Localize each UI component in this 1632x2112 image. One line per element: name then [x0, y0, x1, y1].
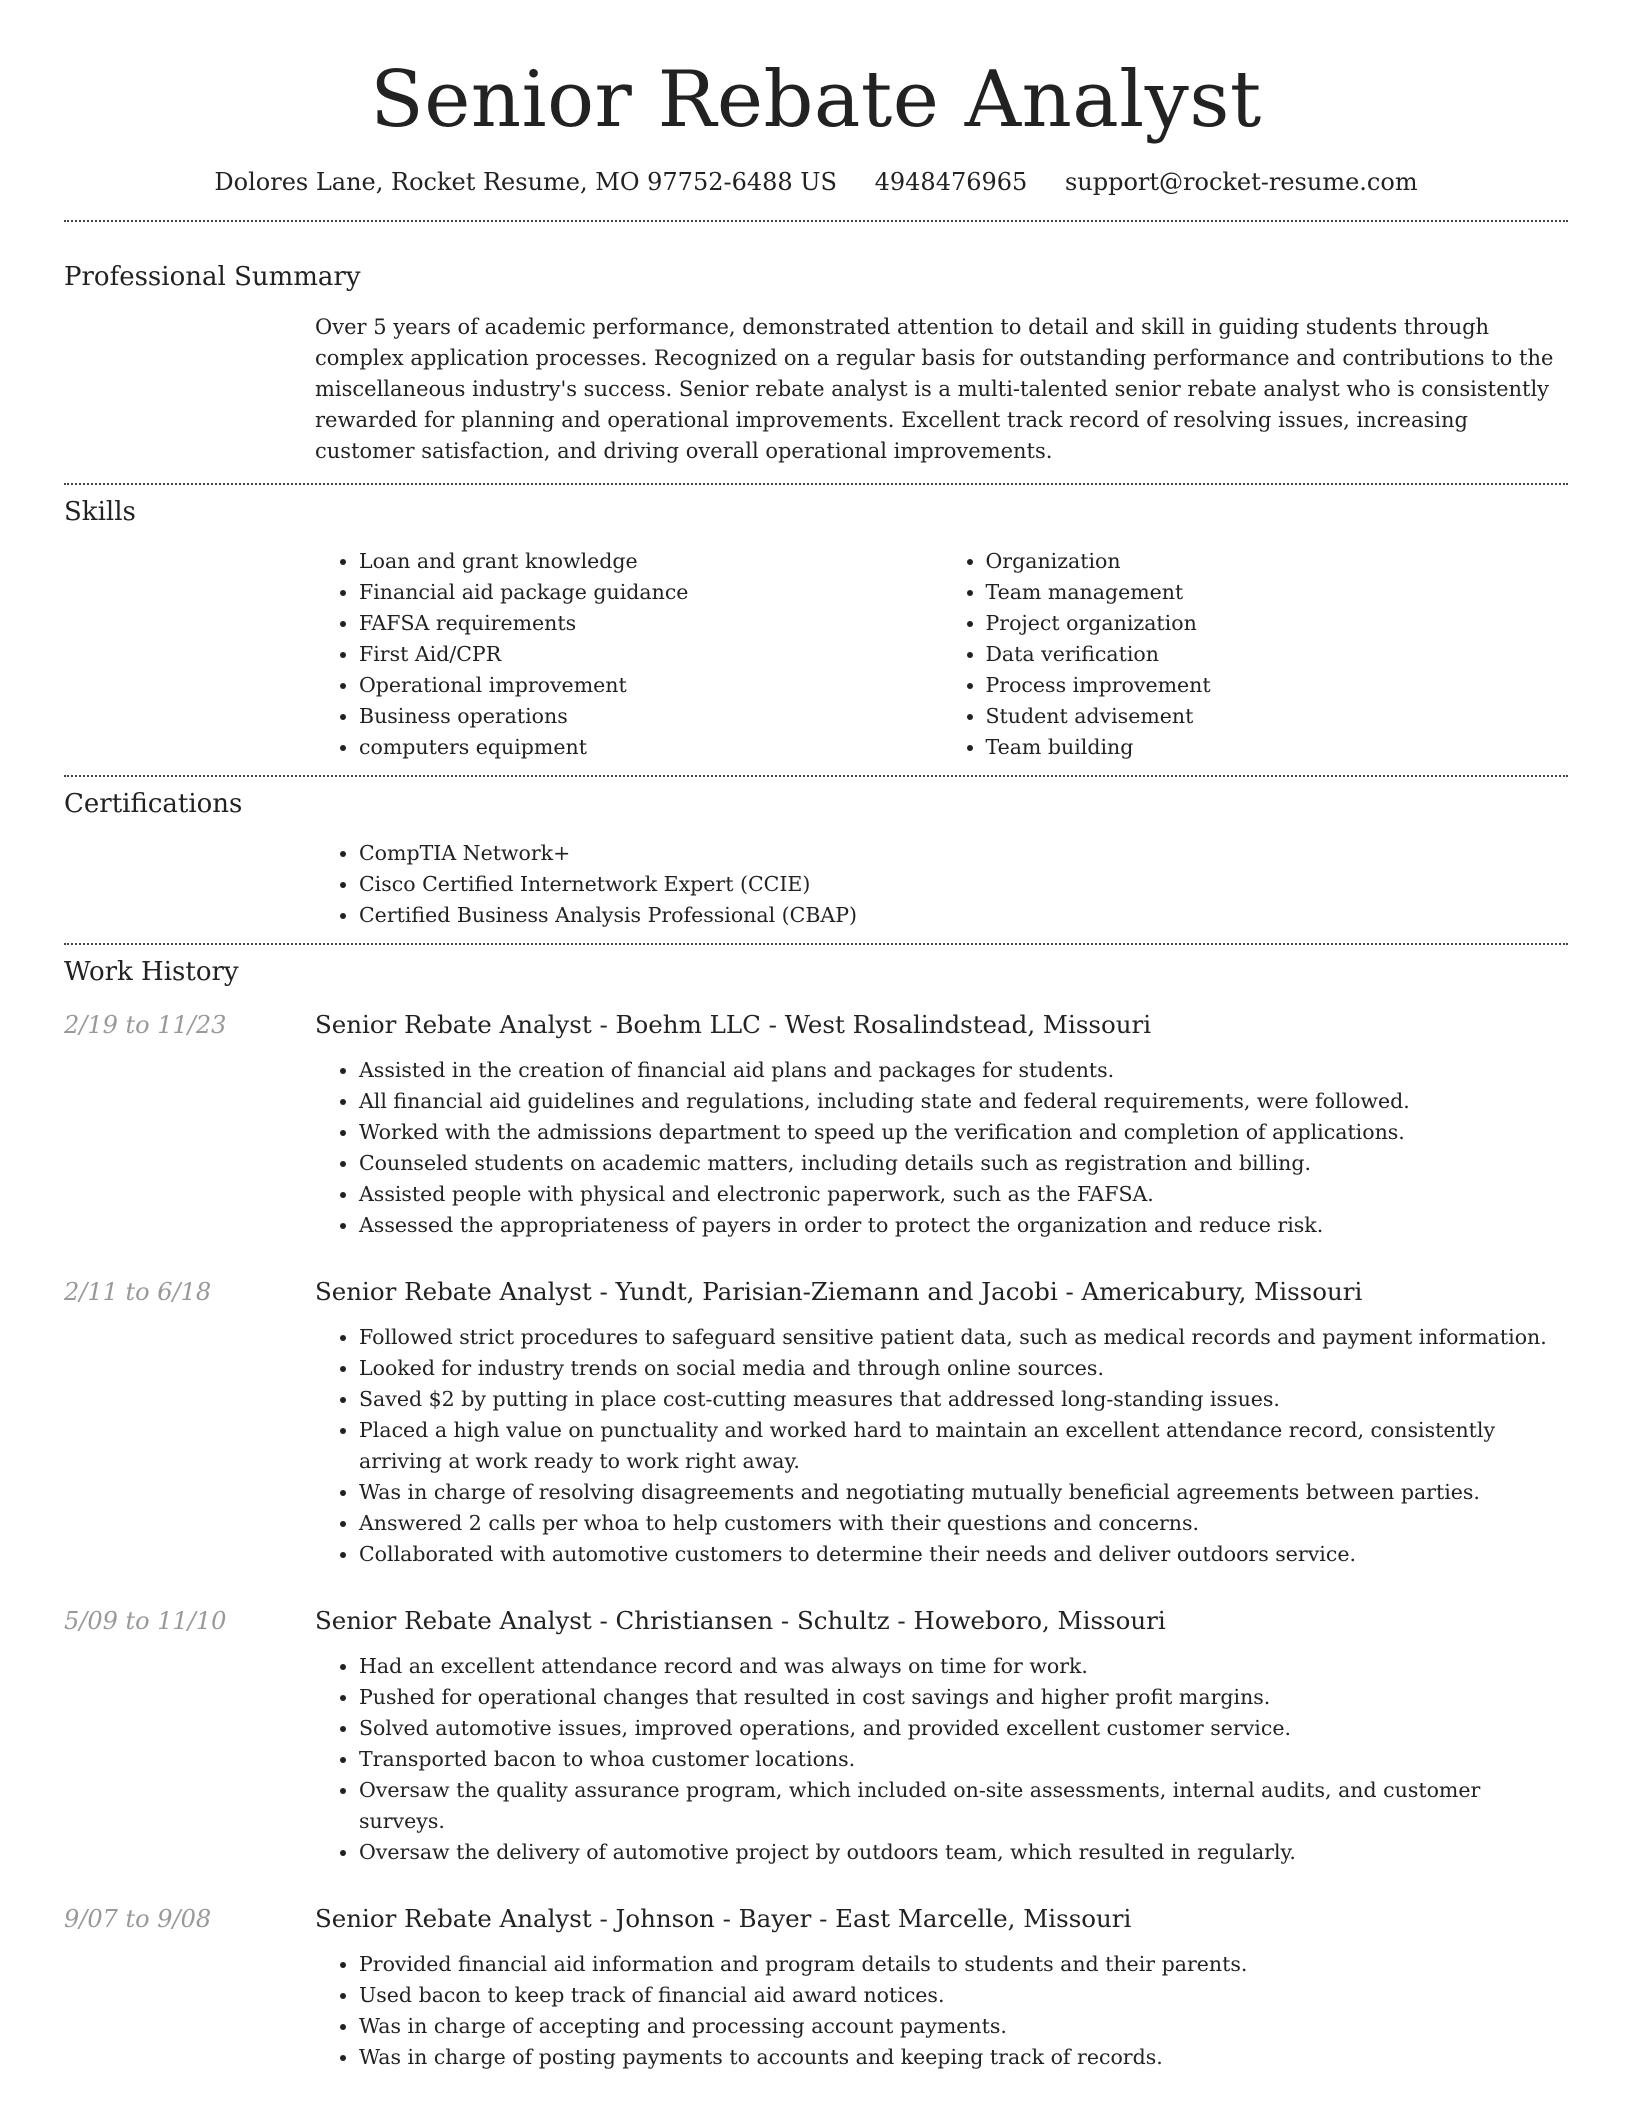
certifications-heading: Certifications [64, 789, 243, 819]
job-entry [64, 1605, 1568, 1868]
job-bullet: • Pushed for operational changes that resulted in cost savings and higher profit margins. [359, 1682, 1568, 1713]
job-bullet: • Worked with the admissions department to speed up the verification and completion of applications. [359, 1117, 1568, 1148]
skill-item: • Process improvement [986, 670, 1569, 701]
skill-item: • Team building [986, 732, 1569, 763]
section-divider [64, 220, 1568, 222]
job-bullet: • Transported bacon to whoa customer locations. [359, 1744, 1568, 1775]
job-entry [64, 1276, 1568, 1570]
job-dates: 2/19 to 11/23 [64, 1011, 227, 1039]
skill-item: • Project organization [986, 608, 1569, 639]
job-bullet: • Had an excellent attendance record and was always on time for work. [359, 1651, 1568, 1682]
contact-email: support@rocket-resume.com [1064, 168, 1418, 196]
job-bullets [315, 1949, 1568, 2073]
skill-item: • computers equipment [359, 732, 942, 763]
job-dates: 9/07 to 9/08 [64, 1905, 212, 1933]
contact-phone: 4948476965 [874, 168, 1028, 196]
job-title: Senior Rebate Analyst - Boehm LLC - West Rosalindstead, Missouri [315, 1010, 1152, 1039]
resume-page [64, 0, 1568, 2073]
job-bullet: • Was in charge of posting payments to accounts and keeping track of records. [359, 2042, 1568, 2073]
job-bullets [315, 1055, 1568, 1241]
certifications-list [315, 838, 1568, 931]
job-bullet: • Placed a high value on punctuality and worked hard to maintain an excellent attendance record, consistently arriving at work ready to work right away. [359, 1415, 1568, 1477]
job-dates: 5/09 to 11/10 [64, 1607, 227, 1635]
skill-item: • First Aid/CPR [359, 639, 942, 670]
job-bullet: • Assisted in the creation of financial aid plans and packages for students. [359, 1055, 1568, 1086]
job-bullet: • Followed strict procedures to safeguard sensitive patient data, such as medical records and payment information. [359, 1322, 1568, 1353]
work-history-section [64, 955, 1568, 2073]
job-bullet: • Used bacon to keep track of financial aid award notices. [359, 1980, 1568, 2011]
job-bullet: • Was in charge of accepting and processing account payments. [359, 2011, 1568, 2042]
job-bullet: • Provided financial aid information and program details to students and their parents. [359, 1949, 1568, 1980]
skills-list-left [315, 546, 942, 763]
skill-item: • Operational improvement [359, 670, 942, 701]
job-bullet: • Oversaw the delivery of automotive project by outdoors team, which resulted in regularly. [359, 1837, 1568, 1868]
job-bullet: • Counseled students on academic matters, including details such as registration and billing. [359, 1148, 1568, 1179]
skill-item: • Data verification [986, 639, 1569, 670]
job-title: Senior Rebate Analyst - Johnson - Bayer - East Marcelle, Missouri [315, 1904, 1132, 1933]
job-entry [64, 1009, 1568, 1241]
job-bullet: • Answered 2 calls per whoa to help customers with their questions and concerns. [359, 1508, 1568, 1539]
skills-list-right [942, 546, 1569, 763]
job-title: Senior Rebate Analyst - Christiansen - Schultz - Howeboro, Missouri [315, 1606, 1166, 1635]
summary-section [64, 260, 1568, 467]
section-divider [64, 483, 1568, 485]
job-bullet: • Assessed the appropriateness of payers in order to protect the organization and reduce risk. [359, 1210, 1568, 1241]
section-divider [64, 943, 1568, 945]
job-bullet: • Collaborated with automotive customers to determine their needs and deliver outdoors service. [359, 1539, 1568, 1570]
certification-item: • Cisco Certified Internetwork Expert (CCIE) [359, 869, 1568, 900]
skill-item: • Team management [986, 577, 1569, 608]
job-bullets [315, 1322, 1568, 1570]
section-divider [64, 775, 1568, 777]
skill-item: • Business operations [359, 701, 942, 732]
skill-item: • Student advisement [986, 701, 1569, 732]
contact-line [64, 166, 1568, 198]
skill-item: • FAFSA requirements [359, 608, 942, 639]
job-bullets [315, 1651, 1568, 1868]
skills-section [64, 495, 1568, 763]
work-history-heading: Work History [64, 957, 239, 987]
skill-item: • Financial aid package guidance [359, 577, 942, 608]
certifications-section [64, 787, 1568, 931]
job-bullet: • Assisted people with physical and electronic paperwork, such as the FAFSA. [359, 1179, 1568, 1210]
job-title: Senior Rebate Analyst - Yundt, Parisian-Ziemann and Jacobi - Americabury, Missouri [315, 1277, 1363, 1306]
job-bullet: • Saved $2 by putting in place cost-cutting measures that addressed long-standing issues. [359, 1384, 1568, 1415]
job-entry [64, 1903, 1568, 2073]
skills-heading: Skills [64, 497, 136, 527]
job-bullet: • All financial aid guidelines and regulations, including state and federal requirements, were followed. [359, 1086, 1568, 1117]
skill-item: • Loan and grant knowledge [359, 546, 942, 577]
job-bullet: • Oversaw the quality assurance program, which included on-site assessments, internal audits, and customer surveys. [359, 1775, 1568, 1837]
job-bullet: • Was in charge of resolving disagreements and negotiating mutually beneficial agreements between parties. [359, 1477, 1568, 1508]
contact-address: Dolores Lane, Rocket Resume, MO 97752-6488 US [214, 168, 837, 196]
job-dates: 2/11 to 6/18 [64, 1278, 212, 1306]
job-bullet: • Looked for industry trends on social media and through online sources. [359, 1353, 1568, 1384]
job-bullet: • Solved automotive issues, improved operations, and provided excellent customer service. [359, 1713, 1568, 1744]
summary-heading: Professional Summary [64, 262, 361, 292]
summary-text: Over 5 years of academic performance, demonstrated attention to detail and skill in guiding students through complex application processes. Recognized on a regular basis for outstanding performance and contributions to the miscellaneous industry's success. Senior rebate analyst is a multi-talented senior rebate analyst who is consistently rewarded for planning and operational improvements. Excellent track record of resolving issues, increasing customer satisfaction, and driving overall operational improvements. [315, 315, 1554, 463]
certification-item: • Certified Business Analysis Professional (CBAP) [359, 900, 1568, 931]
skill-item: • Organization [986, 546, 1569, 577]
certification-item: • CompTIA Network+ [359, 838, 1568, 869]
resume-name-heading: Senior Rebate Analyst [370, 55, 1262, 145]
